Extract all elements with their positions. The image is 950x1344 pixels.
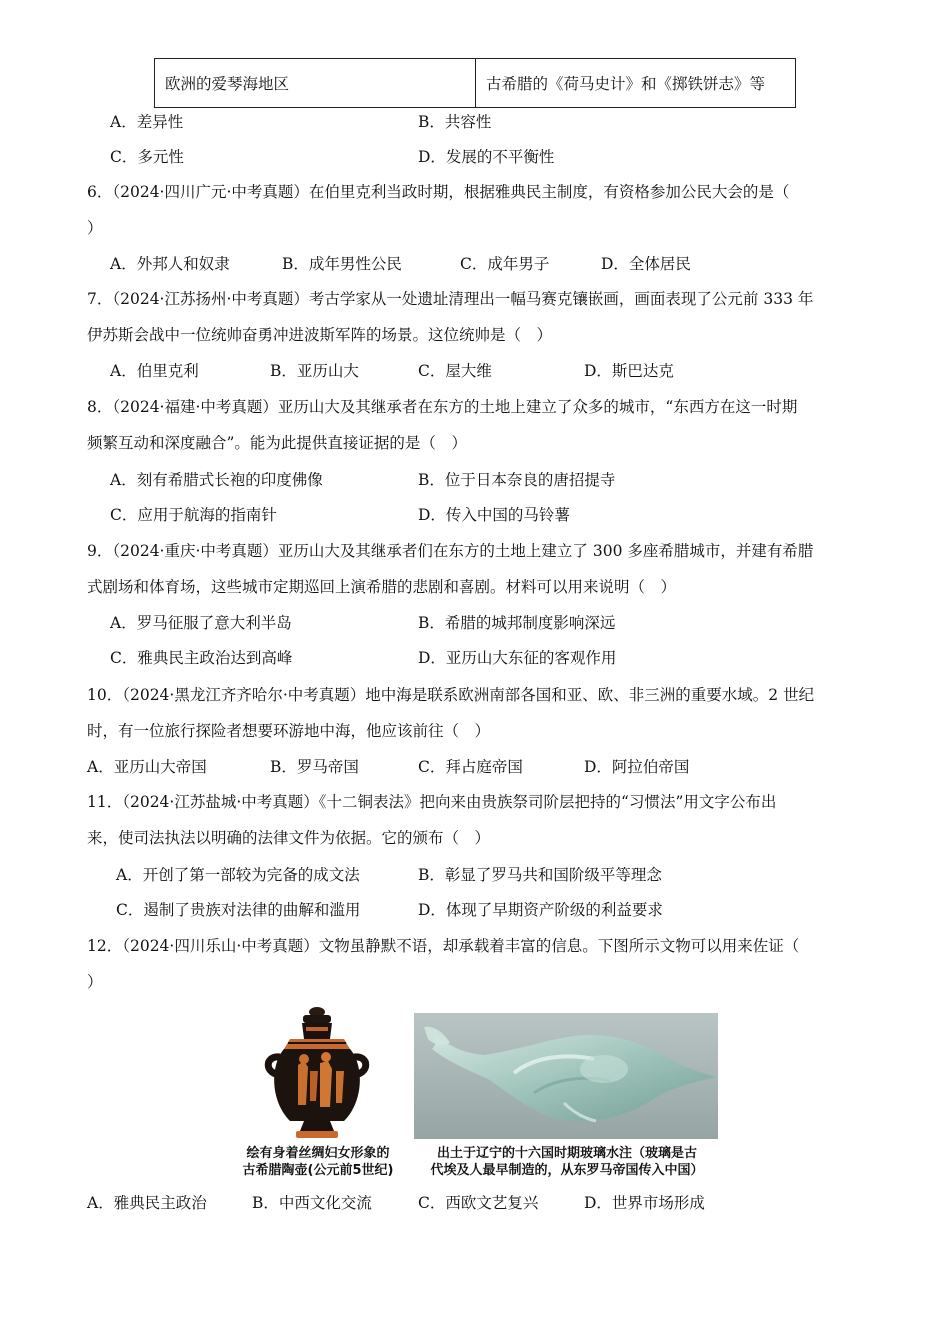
q8-stem-line-2: 频繁互动和深度融合”。能为此提供直接证据的是（ ） [87, 434, 467, 452]
q8-option-c: C．应用于航海的指南针 [110, 506, 277, 524]
q10-stem-line-2: 时，有一位旅行探险者想要环游地中海，他应该前往（ ） [87, 722, 491, 740]
q9-option-b: B．希腊的城邦制度影响深远 [418, 614, 616, 632]
q7-stem-line-1: 7．（2024·江苏扬州·中考真题）考古学家从一处遗址清理出一幅马赛克镶嵌画，画面表现了公元前 333 年 [87, 290, 814, 308]
q10-option-a: A．亚历山大帝国 [87, 758, 207, 776]
q5-option-b: B．共容性 [418, 113, 492, 131]
q11-option-a: A．开创了第一部较为完备的成文法 [116, 866, 360, 884]
greek-vase-icon [240, 1005, 400, 1143]
q8-option-b: B．位于日本奈良的唐招提寺 [418, 471, 616, 489]
q11-option-b: B．彰显了罗马共和国阶级平等理念 [418, 866, 662, 884]
q10-stem-line-1: 10．（2024·黑龙江齐齐哈尔·中考真题）地中海是联系欧洲南部各国和亚、欧、非三洲的重要水域。2 世纪 [87, 686, 815, 704]
q6-option-c: C．成年男子 [460, 255, 550, 273]
caption-right-line-2: 代埃及人最早制造的，从东罗马帝国传入中国） [430, 1163, 704, 1178]
q6-option-b: B．成年男性公民 [282, 255, 402, 273]
q5-option-c: C．多元性 [110, 148, 184, 166]
figure-caption-left [230, 1145, 406, 1179]
q11-option-d: D．体现了早期资产阶级的利益要求 [418, 901, 663, 919]
glass-vessel-icon [414, 1013, 718, 1139]
q6-stem-line-1: 6．（2024·四川广元·中考真题）在伯里克利当政时期，根据雅典民主制度，有资格参加公民大会的是（ [87, 183, 790, 201]
q9-option-d: D．亚历山大东征的客观作用 [418, 649, 617, 667]
q7-option-c: C．屋大维 [418, 362, 492, 380]
figure-caption-right [412, 1145, 722, 1179]
q6-option-d: D．全体居民 [601, 255, 691, 273]
q7-option-b: B．亚历山大 [270, 362, 359, 380]
table-cell-left: 欧洲的爱琴海地区 [155, 59, 476, 108]
q7-option-a: A．伯里克利 [110, 362, 199, 380]
q11-option-c: C．遏制了贵族对法律的曲解和滥用 [116, 901, 361, 919]
q10-option-b: B．罗马帝国 [270, 758, 359, 776]
glass-vessel-figure [414, 1013, 718, 1139]
comparison-table-row [154, 58, 796, 108]
q7-stem-line-2: 伊苏斯会战中一位统帅奋勇冲进波斯军阵的场景。这位统帅是（ ） [87, 326, 553, 344]
caption-left-line-1: 绘有身着丝绸妇女形象的 [246, 1146, 390, 1161]
q7-option-d: D．斯巴达克 [584, 362, 674, 380]
caption-left-line-2: 古希腊陶壶(公元前5世纪) [242, 1163, 394, 1178]
q8-stem-line-1: 8．（2024·福建·中考真题）亚历山大及其继承者在东方的土地上建立了众多的城市，“东西方在这一时期 [87, 398, 798, 416]
q9-stem-line-2: 式剧场和体育场，这些城市定期巡回上演希腊的悲剧和喜剧。材料可以用来说明（ ） [87, 578, 677, 596]
q9-option-c: C．雅典民主政治达到高峰 [110, 649, 293, 667]
table-cell-right: 古希腊的《荷马史计》和《掷铁饼志》等 [476, 59, 796, 108]
q5-option-a: A．差异性 [110, 113, 184, 131]
q12-stem-line-1: 12．（2024·四川乐山·中考真题）文物虽静默不语，却承载着丰富的信息。下图所示文物可以用来佐证（ [87, 937, 800, 955]
q10-option-d: D．阿拉伯帝国 [584, 758, 690, 776]
q11-stem-line-2: 来，使司法执法以明确的法律文件为依据。它的颁布（ ） [87, 829, 491, 847]
q10-option-c: C．拜占庭帝国 [418, 758, 523, 776]
q9-option-a: A．罗马征服了意大利半岛 [110, 614, 292, 632]
q6-option-a: A．外邦人和奴隶 [110, 255, 230, 273]
q12-option-b: B．中西文化交流 [252, 1194, 372, 1212]
q6-stem-line-2: ） [87, 219, 103, 237]
q11-stem-line-1: 11．（2024·江苏盐城·中考真题）《十二铜表法》把向来由贵族祭司阶层把持的“习惯法”用文字公布出 [87, 793, 777, 811]
q5-option-d: D．发展的不平衡性 [418, 148, 555, 166]
q12-option-d: D．世界市场形成 [584, 1194, 705, 1212]
q12-option-c: C．西欧文艺复兴 [418, 1194, 539, 1212]
q9-stem-line-1: 9．（2024·重庆·中考真题）亚历山大及其继承者们在东方的土地上建立了 300 多座希腊城市，并建有希腊 [87, 542, 814, 560]
q12-stem-line-2: ） [87, 973, 103, 991]
q12-option-a: A．雅典民主政治 [87, 1194, 207, 1212]
q8-option-a: A．刻有希腊式长袍的印度佛像 [110, 471, 323, 489]
caption-right-line-1: 出土于辽宁的十六国时期玻璃水注（玻璃是古 [436, 1146, 697, 1161]
q8-option-d: D．传入中国的马铃薯 [418, 506, 570, 524]
greek-vase-figure [240, 1005, 400, 1143]
